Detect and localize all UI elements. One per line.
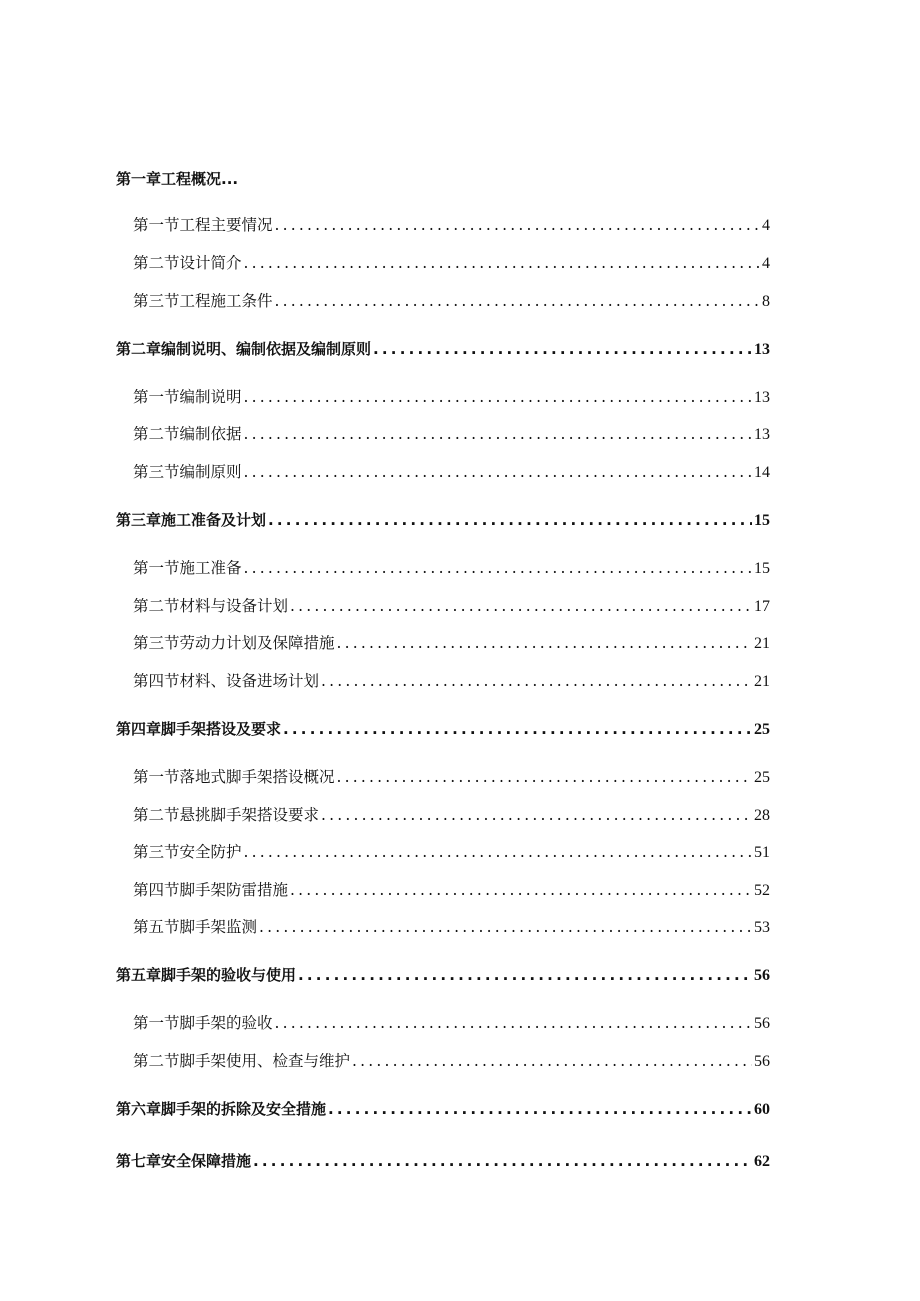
toc-chapter-entry[interactable] xyxy=(0,964,920,986)
toc-section-entry[interactable] xyxy=(0,214,920,236)
toc-page-number: 56 xyxy=(754,967,770,984)
dot-leader xyxy=(352,1050,752,1072)
toc-entry-title: 第四节材料、设备进场计划 xyxy=(133,672,320,690)
dot-leader xyxy=(253,1150,752,1172)
toc-chapter-entry[interactable] xyxy=(0,1150,920,1172)
toc-entry-line xyxy=(133,632,770,655)
toc-section-entry[interactable] xyxy=(0,423,920,445)
dot-leader xyxy=(268,509,752,531)
toc-page-number: 21 xyxy=(754,635,770,652)
toc-entry-line xyxy=(133,879,770,902)
toc-section-entry[interactable] xyxy=(0,1050,920,1072)
toc-entry-line xyxy=(133,386,770,409)
dot-leader xyxy=(244,461,752,483)
toc-page-number: 13 xyxy=(754,341,770,358)
toc-entry-title: 第一节编制说明 xyxy=(133,388,242,406)
dot-leader xyxy=(290,879,752,901)
toc-page-number: 13 xyxy=(754,389,770,406)
toc-entry-line xyxy=(116,509,770,532)
toc-entry-line xyxy=(116,338,770,361)
dot-leader xyxy=(328,1098,752,1120)
toc-section-entry[interactable] xyxy=(0,557,920,579)
toc-entry-line xyxy=(116,964,770,987)
toc-entry-title: 第一节施工准备 xyxy=(133,559,242,577)
toc-section-entry[interactable] xyxy=(0,766,920,788)
toc-entry-title: 第一节工程主要情况 xyxy=(133,216,273,234)
toc-entry-title: 第三节工程施工条件 xyxy=(133,292,273,310)
toc-page-number: 21 xyxy=(754,673,770,690)
toc-section-entry[interactable] xyxy=(0,916,920,938)
toc-page-number: 25 xyxy=(754,721,770,738)
toc-entry-line xyxy=(116,1098,770,1121)
toc-page-number: 15 xyxy=(754,560,770,577)
toc-entry-line xyxy=(133,804,770,827)
toc-entry-title: 第三节安全防护 xyxy=(133,843,242,861)
toc-entry-line xyxy=(116,718,770,741)
toc-section-entry[interactable] xyxy=(0,804,920,826)
toc-entry-line xyxy=(133,670,770,693)
toc-page-number: 62 xyxy=(754,1153,770,1170)
toc-page-number: 14 xyxy=(754,464,770,481)
toc-section-entry[interactable] xyxy=(0,461,920,483)
toc-page-number: 53 xyxy=(754,919,770,936)
toc-entry-title: 第五节脚手架监测 xyxy=(133,918,258,936)
dot-leader xyxy=(321,804,752,826)
toc-entry-title: 第二节悬挑脚手架搭设要求 xyxy=(133,806,320,824)
toc-section-entry[interactable] xyxy=(0,1012,920,1034)
dot-leader xyxy=(244,423,752,445)
toc-page-number: 28 xyxy=(754,807,770,824)
toc-page-number: 13 xyxy=(754,426,770,443)
toc-section-entry[interactable] xyxy=(0,670,920,692)
toc-section-entry[interactable] xyxy=(0,252,920,274)
toc-entry-line xyxy=(133,841,770,864)
toc-entry-line xyxy=(133,252,770,275)
toc-chapter-entry[interactable] xyxy=(0,718,920,740)
toc-page-number: 56 xyxy=(754,1015,770,1032)
toc-entry-line xyxy=(133,1050,770,1073)
toc-entry-title: 第一节落地式脚手架搭设概况 xyxy=(133,768,335,786)
toc-page-number: 4 xyxy=(762,255,770,272)
toc-entry-title: 第四章脚手架搭设及要求 xyxy=(116,720,282,738)
toc-section-entry[interactable] xyxy=(0,841,920,863)
toc-page-number: 8 xyxy=(762,293,770,310)
toc-page-number: 15 xyxy=(754,512,770,529)
toc-page-number: 4 xyxy=(762,217,770,234)
dot-leader xyxy=(283,718,752,740)
toc-entry-title: 第三节编制原则 xyxy=(133,463,242,481)
dot-leader xyxy=(337,766,752,788)
toc-entry-line xyxy=(133,214,770,237)
toc-section-entry[interactable] xyxy=(0,879,920,901)
toc-entry-line xyxy=(133,595,770,618)
toc-section-entry[interactable] xyxy=(0,290,920,312)
dot-leader xyxy=(290,595,752,617)
toc-entry-line xyxy=(133,1012,770,1035)
toc-entry-line xyxy=(133,766,770,789)
dot-leader xyxy=(373,338,752,360)
toc-entry-title: 第一章工程概况... xyxy=(116,170,239,188)
dot-leader xyxy=(244,841,752,863)
toc-entry-title: 第三节劳动力计划及保障措施 xyxy=(133,634,335,652)
toc-entry-title: 第六章脚手架的拆除及安全措施 xyxy=(116,1100,327,1118)
toc-entry-line xyxy=(133,290,770,313)
toc-entry-title: 第五章脚手架的验收与使用 xyxy=(116,966,297,984)
toc-chapter-entry[interactable] xyxy=(0,338,920,360)
dot-leader xyxy=(244,252,760,274)
toc-entry-title: 第三章施工准备及计划 xyxy=(116,511,267,529)
toc-entry-title: 第一节脚手架的验收 xyxy=(133,1014,273,1032)
toc-entry-title: 第二节设计简介 xyxy=(133,254,242,272)
toc-entry-line xyxy=(133,916,770,939)
toc-chapter-entry[interactable] xyxy=(0,509,920,531)
toc-section-entry[interactable] xyxy=(0,595,920,617)
toc-entry-title: 第七章安全保障措施 xyxy=(116,1152,252,1170)
toc-entry-line xyxy=(133,461,770,484)
dot-leader xyxy=(259,916,752,938)
toc-entry-line xyxy=(133,557,770,580)
dot-leader xyxy=(337,632,752,654)
toc-chapter-entry[interactable] xyxy=(0,1098,920,1120)
dot-leader xyxy=(275,214,760,236)
toc-entry-title: 第二章编制说明、编制依据及编制原则 xyxy=(116,340,372,358)
toc-entry-title: 第二节脚手架使用、检查与维护 xyxy=(133,1052,351,1070)
toc-entry-line xyxy=(116,168,770,190)
toc-page-number: 17 xyxy=(754,598,770,615)
toc-entry-line xyxy=(133,423,770,446)
toc-page-number: 52 xyxy=(754,882,770,899)
toc-entry-title: 第四节脚手架防雷措施 xyxy=(133,881,289,899)
dot-leader xyxy=(244,386,752,408)
toc-page-number: 25 xyxy=(754,769,770,786)
toc-section-entry[interactable] xyxy=(0,386,920,408)
dot-leader xyxy=(298,964,752,986)
toc-page-number: 60 xyxy=(754,1101,770,1118)
toc-entry-line xyxy=(116,1150,770,1173)
dot-leader xyxy=(275,1012,752,1034)
toc-chapter-entry[interactable] xyxy=(0,168,920,190)
toc-section-entry[interactable] xyxy=(0,632,920,654)
dot-leader xyxy=(244,557,752,579)
toc-entry-title: 第二节编制依据 xyxy=(133,425,242,443)
toc-entry-title: 第二节材料与设备计划 xyxy=(133,597,289,615)
toc-page-number: 56 xyxy=(754,1053,770,1070)
dot-leader xyxy=(275,290,760,312)
toc-page-number: 51 xyxy=(754,844,770,861)
dot-leader xyxy=(321,670,752,692)
